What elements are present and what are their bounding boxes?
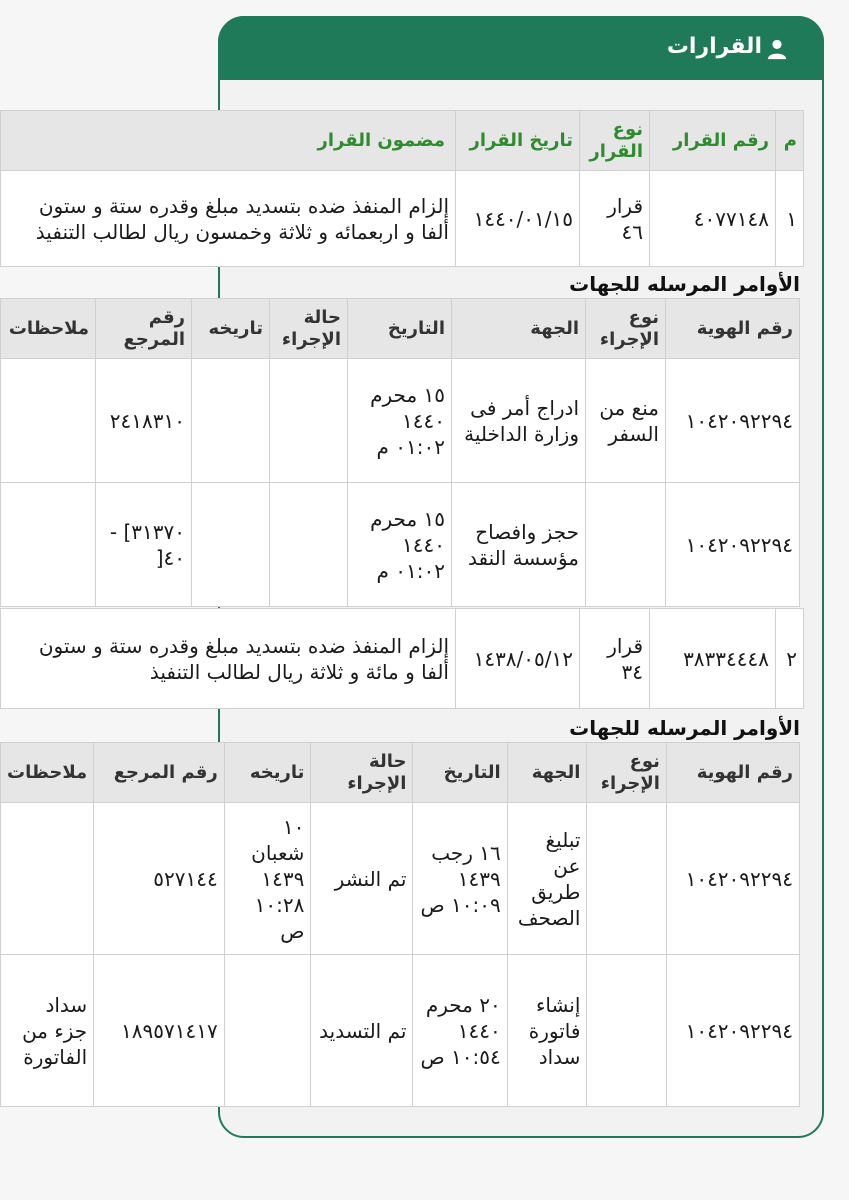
order-entity: تبليغ عن طريق الصحف	[507, 803, 587, 955]
order-date: ٢٠ محرم ١٤٤٠ ١٠:٥٤ ص	[413, 955, 507, 1107]
col-action-type: نوع الإجراء	[587, 743, 666, 803]
col-action-type: نوع الإجراء	[586, 299, 666, 359]
order-notes	[1, 359, 96, 483]
table-row	[1, 359, 800, 483]
col-date: التاريخ	[348, 299, 452, 359]
col-date: التاريخ	[413, 743, 507, 803]
col-decision-date: تاريخ القرار	[456, 111, 580, 171]
order-status	[270, 483, 348, 607]
order-date: ١٥ محرم ١٤٤٠ ٠١:٠٢ م	[348, 359, 452, 483]
order-ref-no: ٥٢٧١٤٤	[94, 803, 225, 955]
decision-date: ١٤٣٨/٠٥/١٢	[456, 609, 580, 709]
decisions-table-2	[0, 608, 804, 709]
order-date: ١٦ رجب ١٤٣٩ ١٠:٠٩ ص	[413, 803, 507, 955]
table-row	[1, 803, 800, 955]
col-entity: الجهة	[452, 299, 586, 359]
order-id-no: ١٠٤٢٠٩٢٢٩٤	[666, 359, 800, 483]
order-entity: ادراج أمر فى وزارة الداخلية	[452, 359, 586, 483]
orders-header-row	[1, 299, 800, 359]
order-status-date	[192, 483, 270, 607]
table-row	[1, 171, 804, 267]
table-row	[1, 609, 804, 709]
col-notes: ملاحظات	[1, 743, 94, 803]
decision-content: إلزام المنفذ ضده بتسديد مبلغ وقدره ستة و ستون ألفا و مائة و ثلاثة ريال لطالب التنفيذ	[1, 609, 456, 709]
col-notes: ملاحظات	[1, 299, 96, 359]
decision-no: ٣٨٣٣٤٤٤٨	[650, 609, 776, 709]
orders-section-title: الأوامر المرسله للجهات	[569, 716, 800, 740]
order-id-no: ١٠٤٢٠٩٢٢٩٤	[666, 803, 799, 955]
decisions-header-row	[1, 111, 804, 171]
col-ref-no: رقم المرجع	[94, 743, 225, 803]
orders-table-2	[0, 742, 800, 1107]
panel-title: القرارات	[666, 34, 762, 59]
col-ref-no: رقم المرجع	[96, 299, 192, 359]
decision-m: ٢	[776, 609, 804, 709]
order-action-type	[587, 955, 666, 1107]
col-status-date: تاريخه	[192, 299, 270, 359]
decision-no: ٤٠٧٧١٤٨	[650, 171, 776, 267]
decision-date: ١٤٤٠/٠١/١٥	[456, 171, 580, 267]
order-notes: سداد جزء من الفاتورة	[1, 955, 94, 1107]
order-action-type: منع من السفر	[586, 359, 666, 483]
decision-m: ١	[776, 171, 804, 267]
order-ref-no: ٣١٣٧٠] - ٤٠[	[96, 483, 192, 607]
orders-table	[0, 298, 800, 607]
order-status: تم النشر	[311, 803, 413, 955]
order-status-date	[224, 955, 311, 1107]
order-status-date: ١٠ شعبان ١٤٣٩ ١٠:٢٨ ص	[224, 803, 311, 955]
col-decision-no: رقم القرار	[650, 111, 776, 171]
order-date: ١٥ محرم ١٤٤٠ ٠١:٠٢ م	[348, 483, 452, 607]
col-decision-type: نوع القرار	[580, 111, 650, 171]
table-row	[1, 955, 800, 1107]
decision-content: إلزام المنفذ ضده بتسديد مبلغ وقدره ستة و ستون ألفا و اربعمائه و ثلاثة وخمسون ريال لطالب التنفيذ	[1, 171, 456, 267]
order-status	[270, 359, 348, 483]
orders-header-row	[1, 743, 800, 803]
order-id-no: ١٠٤٢٠٩٢٢٩٤	[666, 483, 800, 607]
order-notes	[1, 803, 94, 955]
user-icon	[766, 38, 788, 60]
order-status-date	[192, 359, 270, 483]
order-ref-no: ١٨٩٥٧١٤١٧	[94, 955, 225, 1107]
col-decision-content: مضمون القرار	[1, 111, 456, 171]
decision-type: قرار ٤٦	[580, 171, 650, 267]
panel-header	[218, 16, 824, 80]
order-status: تم التسديد	[311, 955, 413, 1107]
order-action-type	[586, 483, 666, 607]
order-notes	[1, 483, 96, 607]
order-ref-no: ٢٤١٨٣١٠	[96, 359, 192, 483]
decisions-table	[0, 110, 804, 267]
order-entity: حجز وافصاح مؤسسة النقد	[452, 483, 586, 607]
col-id-no: رقم الهوية	[666, 299, 800, 359]
decision-type: قرار ٣٤	[580, 609, 650, 709]
col-m: م	[776, 111, 804, 171]
col-action-status: حالة الإجراء	[270, 299, 348, 359]
order-action-type	[587, 803, 666, 955]
table-row	[1, 483, 800, 607]
col-status-date: تاريخه	[224, 743, 311, 803]
order-entity: إنشاء فاتورة سداد	[507, 955, 587, 1107]
col-entity: الجهة	[507, 743, 587, 803]
col-id-no: رقم الهوية	[666, 743, 799, 803]
orders-section-title: الأوامر المرسله للجهات	[569, 272, 800, 296]
col-action-status: حالة الإجراء	[311, 743, 413, 803]
order-id-no: ١٠٤٢٠٩٢٢٩٤	[666, 955, 799, 1107]
